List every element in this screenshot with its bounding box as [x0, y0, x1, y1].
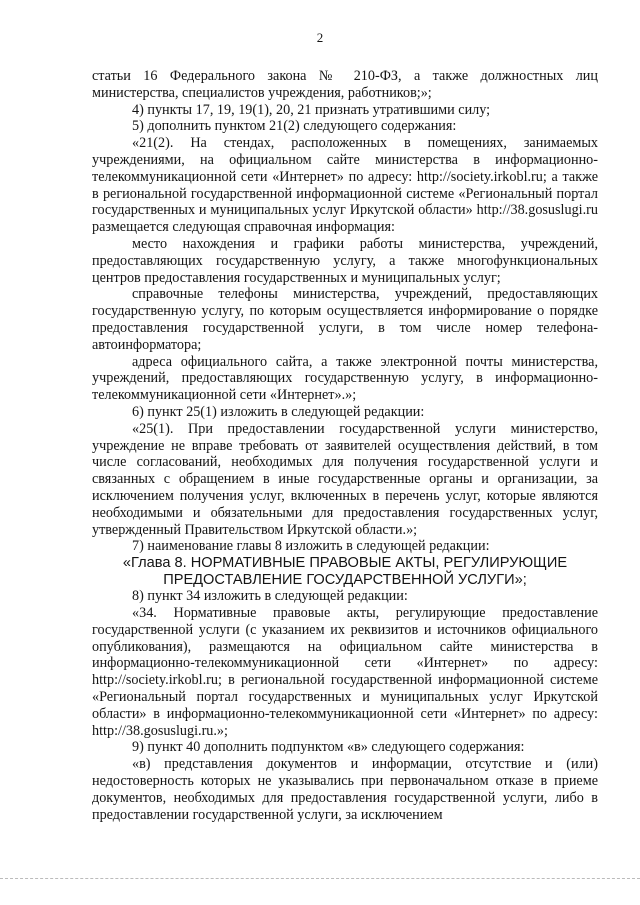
paragraph-12: 8) пункт 34 изложить в следующей редакции:	[132, 588, 408, 605]
page-number: 2	[316, 30, 324, 45]
paragraph-9: «25(1). При предоставлении государственной услуги министерство, учреждение не вправе требовать от заявителей осуществления действий, в том числе согласований, необходимых для получения государственной услуги и связанных с обращением в иные государственные органы и организации, за исключением получения услуг, включенных в перечень услуг, которые являются необходимыми и обязательными для предоставления государственных услуг, утвержденный Правительством Иркутской области.»;	[92, 420, 598, 538]
page-bottom-divider	[0, 878, 640, 879]
paragraph-4: «21(2). На стендах, расположенных в помещениях, занимаемых учреждениями, на официальном сайте министерства в информационно-телекоммуникационной сети «Интернет» по адресу: http://society.irkobl.ru; а также в региональной государственной информационной системе «Региональный портал государственных и муниципальных услуг Иркутской области» http://38.gosuslugi.ru размещается следующая справочная информация:	[92, 135, 598, 236]
chapter-heading: «Глава 8. НОРМАТИВНЫЕ ПРАВОВЫЕ АКТЫ, РЕГУЛИРУЮЩИЕ ПРЕДОСТАВЛЕНИЕ ГОСУДАРСТВЕННОЙ УСЛУГИ»;	[122, 555, 568, 588]
paragraph-13: «34. Нормативные правовые акты, регулирующие предоставление государственной услуги (с указанием их реквизитов и источников официального опубликования), размещаются на официальном сайте министерства в информационно-телекоммуникационной сети «Интернет» по адресу: http://society.irkobl.ru; в региональной государственной информационной системе «Региональный портал государственных и муниципальных услуг Иркутской области» в информационно-телекоммуникационной сети «Интернет» по адресу: http://38.gosuslugi.ru.»;	[92, 605, 598, 739]
document-body	[92, 68, 598, 823]
paragraph-1: статьи 16 Федерального закона № 210-ФЗ, а также должностных лиц министерства, специалистов учреждения, работников;»;	[92, 68, 598, 101]
paragraph-3: 5) дополнить пунктом 21(2) следующего содержания:	[132, 118, 457, 135]
paragraph-10: 7) наименование главы 8 изложить в следующей редакции:	[132, 538, 490, 555]
paragraph-8: 6) пункт 25(1) изложить в следующей редакции:	[132, 403, 425, 420]
paragraph-6: справочные телефоны министерства, учреждений, предоставляющих государственную услугу, по которым осуществляется информирование о порядке предоставления государственной услуги, в том числе номер телефона-автоинформатора;	[92, 286, 598, 353]
paragraph-15: «в) представления документов и информации, отсутствие и (или) недостоверность которых не указывались при первоначальном отказе в приеме документов, необходимых для предоставления государственной услуги, либо в предоставлении государственной услуги, за исключением	[92, 756, 598, 823]
paragraph-5: место нахождения и графики работы министерства, учреждений, предоставляющих государственную услугу, а также многофункциональных центров предоставления государственных и муниципальных услуг;	[92, 235, 598, 286]
paragraph-14: 9) пункт 40 дополнить подпунктом «в» следующего содержания:	[132, 739, 525, 756]
paragraph-7: адреса официального сайта, а также электронной почты министерства, учреждений, предоставляющих государственную услугу, в информационно-телекоммуникационной сети «Интернет».»;	[92, 353, 598, 404]
paragraph-2: 4) пункты 17, 19, 19(1), 20, 21 признать утратившими силу;	[132, 101, 491, 118]
